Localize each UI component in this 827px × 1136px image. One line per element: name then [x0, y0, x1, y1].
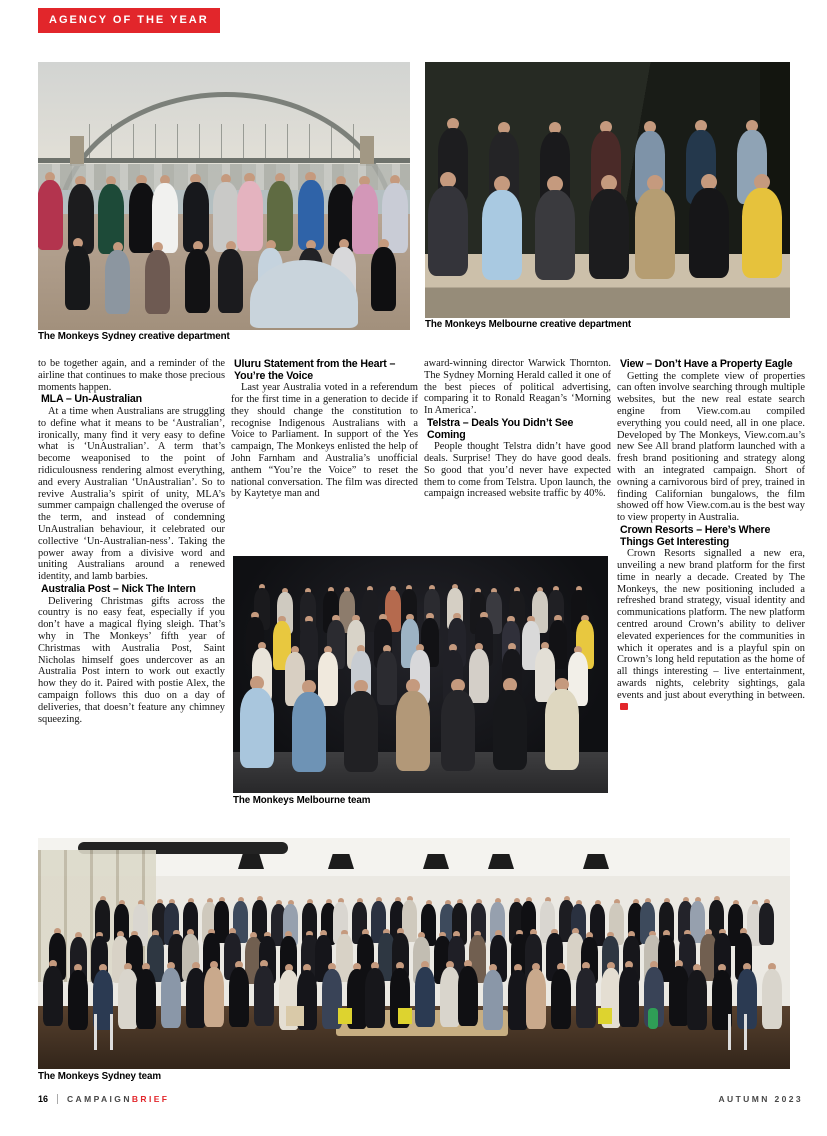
green-stool — [648, 1008, 658, 1029]
person-figure — [669, 960, 689, 1026]
person-figure — [428, 172, 468, 276]
person-figure — [298, 172, 324, 250]
person-figure — [535, 176, 575, 280]
person-figure — [737, 963, 757, 1029]
person-figure — [43, 960, 63, 1026]
person-figure — [371, 239, 396, 311]
person-figure — [742, 174, 782, 278]
person-figure — [759, 899, 774, 945]
subheading-telstra: Telstra – Deals You Didn’t See Coming — [427, 416, 574, 441]
brand-campaign: CAMPAIGN — [67, 1094, 132, 1104]
person-figure — [458, 960, 478, 1026]
person-figure — [105, 242, 130, 314]
stool-leg — [728, 1014, 731, 1050]
stool-leg — [110, 1014, 113, 1050]
person-figure — [619, 961, 639, 1027]
yellow-stool — [598, 1008, 612, 1024]
person-figure — [161, 962, 181, 1028]
article-paragraph — [617, 548, 805, 713]
brand-brief: BRIEF — [131, 1094, 170, 1104]
person-figure — [483, 964, 503, 1030]
article-paragraph: People thought Telstra didn’t have good deals. Surprise! They do have good deals. So good that you’d never have expected them to come from Telstra. Upon launch, the campaign increased website traffic by 40%. — [424, 441, 611, 500]
person-figure — [38, 172, 63, 250]
photo-caption: The Monkeys Melbourne team — [233, 795, 371, 806]
person-figure — [493, 678, 527, 770]
article-paragraph: At a time when Australians are struggling to define what it means to be ‘Australian’, ironically, many find it very easy to define what is ‘UnAustralian’. A term that’s become weaponised to the point of ridiculousness rendering almost everything, and every Australian ‘UnAustralian’. So to revive Australia’s spirit of unity, MLA’s summer campaign challenged the overuse of the term, and instead of condemning UnAustralian behaviour, it celebrated our collective ‘Un-Australian-ness’. Taking the power away from a divisive word and uniting Australians around a renewed identity, and lamb barbies. — [38, 405, 225, 583]
article-column-1 — [38, 358, 225, 725]
photo-sydney-team — [38, 838, 790, 1069]
subheading-crown-resorts: Crown Resorts – Here’s Where Things Get Interesting — [620, 523, 771, 548]
footer-divider — [57, 1094, 58, 1104]
photo-caption: The Monkeys Sydney team — [38, 1071, 161, 1082]
person-figure — [441, 679, 475, 771]
person-figure — [204, 961, 224, 1027]
bridge-pylon — [70, 136, 84, 166]
issue-label: AUTUMN 2023 — [718, 1094, 803, 1104]
yellow-stool — [398, 1008, 412, 1024]
person-figure — [687, 964, 707, 1030]
subheading-australia-post: Australia Post – Nick The Intern — [41, 582, 196, 595]
person-figure — [589, 175, 629, 279]
bridge-hangers — [68, 124, 374, 160]
person-figure — [365, 962, 385, 1028]
article-paragraph: to be together again, and a reminder of the airline that continues to make those precious moments happen. — [38, 358, 225, 393]
person-figure — [396, 679, 430, 771]
person-figure — [145, 242, 170, 314]
campaign-brief-endmark-icon — [620, 703, 628, 710]
section-banner: AGENCY OF THE YEAR — [38, 8, 220, 33]
article-paragraph: Last year Australia voted in a referendum for the first time in a generation to decide if they should change the constitution to recognise Indigenous Australians with a Voice to Parliament. In support of the Yes campaign, The Monkeys enlisted the help of John Farnham and Australia’s unofficial anthem “You’re the Voice” to reset the national conversation. The film was directed by Kaytetye man and — [231, 382, 418, 500]
person-figure — [65, 238, 90, 310]
person-figure — [68, 964, 88, 1030]
photo-melbourne-team — [233, 556, 608, 793]
person-figure — [635, 175, 675, 279]
article-column-2 — [231, 358, 418, 500]
photo-caption: The Monkeys Melbourne creative department — [425, 319, 632, 330]
person-figure — [240, 676, 274, 768]
person-figure — [526, 963, 546, 1029]
page-footer — [38, 1094, 803, 1104]
person-figure — [576, 962, 596, 1028]
yellow-stool — [338, 1008, 352, 1024]
article-paragraph-text: Crown Resorts signalled a new era, unveiling a new brand platform for the first time in nearly a decade. Created by The Monkeys, the new positioning included a refreshed brand strategy, visual identity and communications platform. The new platform centred around Crown’s ability to deliver elevated experiences for the communities in which it operates and is a playful spin on Crown’s long held reputation as the home of all things interesting – live entertainment, awards nights, celebrity sightings, gala events and just about everything in between. — [617, 548, 805, 701]
article-paragraph: Delivering Christmas gifts across the country is no easy feat, especially if you don’t have a magical flying sleigh. That’s why in The Monkeys’ fifth year of Christmas with Australia Post, Saint Nicholas himself goes undercover as an Australia Post intern to work out exactly how they do it. Paired with postie Alex, the campaign follows this duo on a day of deliveries, that doesn’t feature any chimney squeezing. — [38, 595, 225, 725]
article-paragraph: award-winning director Warwick Thornton. The Sydney Morning Herald called it one of the best pieces of political advertising, comparing it to Ronald Reagan’s ‘Morning In America’. — [424, 358, 611, 417]
seat-box — [286, 1006, 304, 1026]
person-figure — [229, 961, 249, 1027]
stool-leg — [744, 1014, 747, 1050]
article-column-3 — [424, 358, 611, 500]
bridge-pylon — [360, 136, 374, 166]
photo-sydney-creative-department — [38, 62, 410, 330]
person-figure — [136, 963, 156, 1029]
person-figure — [218, 241, 243, 313]
person-figure — [545, 678, 579, 770]
person-figure — [344, 680, 378, 772]
subheading-uluru: Uluru Statement from the Heart – You’re the Voice — [234, 358, 396, 382]
photo-caption: The Monkeys Sydney creative department — [38, 331, 230, 342]
person-figure — [267, 173, 293, 251]
person-figure — [551, 963, 571, 1029]
page-number: 16 — [38, 1094, 49, 1104]
person-figure — [508, 964, 528, 1030]
brand-wordmark — [67, 1094, 169, 1104]
footer-left — [38, 1094, 169, 1104]
person-figure — [440, 961, 460, 1027]
person-figure — [377, 645, 397, 705]
article-column-4 — [617, 358, 805, 713]
subheading-mla: MLA – Un-Australian — [41, 393, 142, 406]
subheading-view: View – Don’t Have a Property Eagle — [620, 358, 793, 370]
stool-leg — [94, 1014, 97, 1050]
person-figure — [292, 680, 326, 772]
bridge-deck — [38, 158, 410, 163]
person-figure — [185, 241, 210, 313]
person-figure — [689, 174, 729, 278]
person-figure — [254, 960, 274, 1026]
article-paragraph: Getting the complete view of properties can often involve searching through multiple websites, but the new real estate search engine from View.com.au compiled everything you could need, all in one place. Developed by The Monkeys, View.com.au’s new See All brand platform launched with a fresh brand positioning and strategy along with an integrated campaign. Short of owning a carnivorous bird of prey, trained in finding Californian bungalows, the film showed off how View.com.au is the best way to view property in Australia. — [617, 370, 805, 524]
photo-melbourne-creative-department — [425, 62, 790, 318]
person-figure — [482, 176, 522, 280]
person-figure — [415, 961, 435, 1027]
person-figure — [186, 962, 206, 1028]
person-figure — [762, 963, 782, 1029]
person-figure — [118, 963, 138, 1029]
